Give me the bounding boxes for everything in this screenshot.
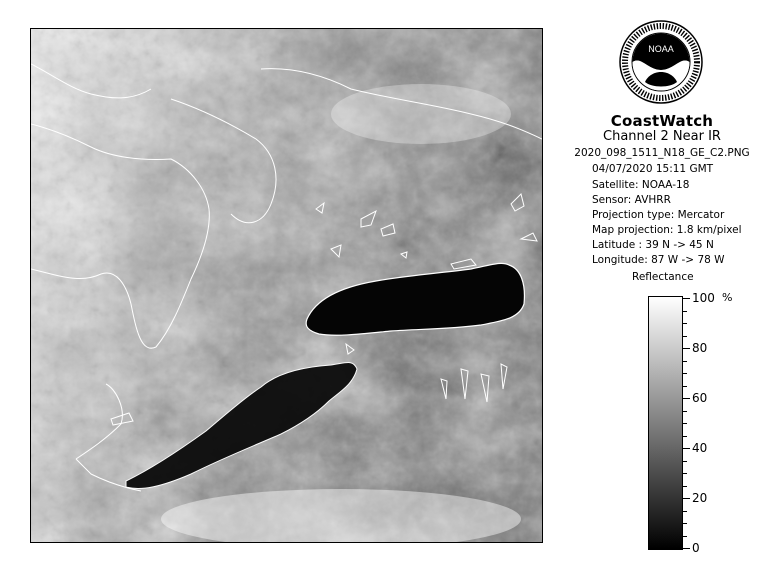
colorbar-major-tick [683,348,690,349]
brand-title: CoastWatch [610,112,714,130]
colorbar-minor-tick [683,511,687,512]
colorbar-minor-tick [683,436,687,437]
colorbar-minor-tick [683,386,687,387]
colorbar-minor-tick [683,373,687,374]
legend-unit: % [722,291,733,304]
colorbar-tick-label: 20 [692,491,708,505]
noaa-logo-text: NOAA [648,44,674,54]
satellite-image [30,28,543,543]
colorbar-minor-tick [683,311,687,312]
colorbar-minor-tick [683,486,687,487]
colorbar-major-tick [683,498,690,499]
colorbar-tick-label: 40 [692,441,708,455]
channel-title: Channel 2 Near IR [603,129,721,144]
longitude-range: Longitude: 87 W -> 78 W [592,254,725,266]
colorbar-tick-label: 80 [692,341,708,355]
colorbar-minor-tick [683,323,687,324]
colorbar-minor-tick [683,523,687,524]
colorbar-major-tick [683,398,690,399]
colorbar-tick-label: 100 [692,291,715,305]
map-canvas [31,29,542,542]
colorbar-tick-label: 60 [692,391,708,405]
colorbar-major-tick [683,298,690,299]
reflectance-colorbar [648,296,683,550]
colorbar-minor-tick [683,423,687,424]
colorbar-minor-tick [683,336,687,337]
colorbar-minor-tick [683,473,687,474]
legend-title: Reflectance [632,271,694,283]
noaa-emblem-icon [619,20,703,104]
projection-type: Projection type: Mercator [592,209,725,221]
noaa-logo [619,20,703,104]
colorbar-major-tick [683,548,690,549]
datetime: 04/07/2020 15:11 GMT [592,163,714,175]
colorbar-major-tick [683,448,690,449]
colorbar-minor-tick [683,361,687,362]
filename: 2020_098_1511_N18_GE_C2.PNG [574,147,750,159]
map-projection: Map projection: 1.8 km/pixel [592,224,742,236]
sensor-info: Sensor: AVHRR [592,194,671,206]
colorbar-tick-label: 0 [692,541,700,555]
colorbar-minor-tick [683,461,687,462]
cloud-band-north [331,84,511,144]
colorbar-minor-tick [683,411,687,412]
colorbar-minor-tick [683,536,687,537]
latitude-range: Latitude : 39 N -> 45 N [592,239,714,251]
satellite-info: Satellite: NOAA-18 [592,179,690,191]
